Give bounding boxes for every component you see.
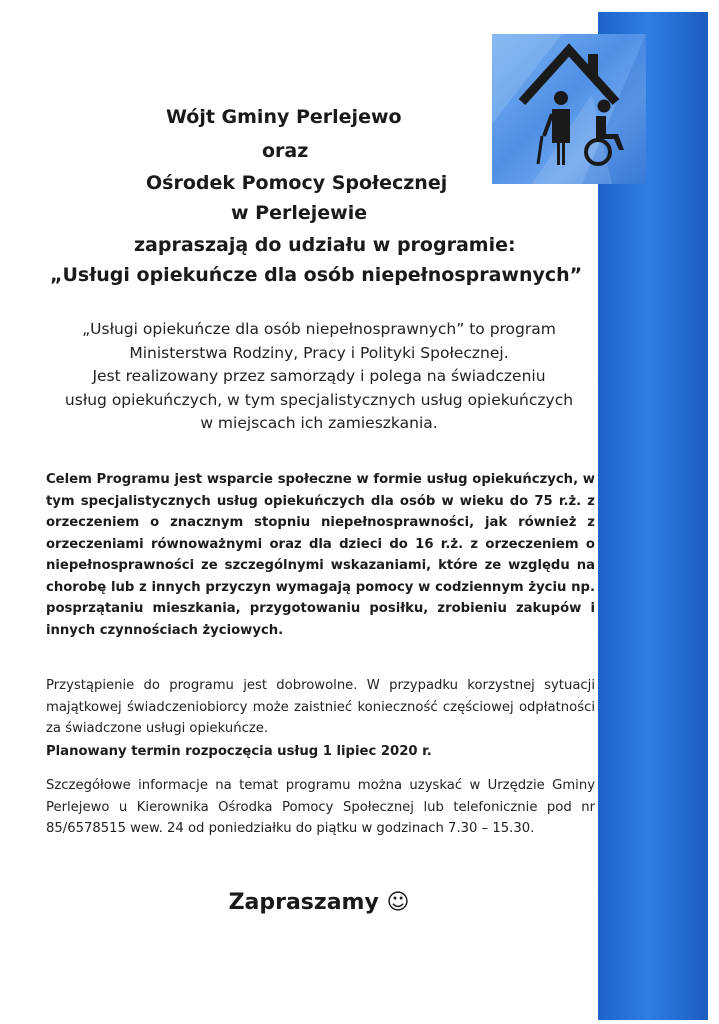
header-line-5: zapraszają do udziału w programie: <box>134 234 516 256</box>
header-line-6: „Usługi opiekuńcze dla osób niepełnosprawnych” <box>50 264 583 286</box>
participation-paragraph: Przystąpienie do programu jest dobrowolne. W przypadku korzystnej sytuacji majątkowej świadczeniobiorcy może zaistnieć konieczność częściowej odpłatności za świadczone usługi opiekuńcze. <box>46 678 595 736</box>
closing-invitation: Zapraszamy ☺ <box>228 890 410 915</box>
details-paragraph: Szczegółowe informacje na temat programu można uzyskać w Urzędzie Gminy Perlejewo u Kierownika Ośrodka Pomocy Społecznej lub telefonicznie pod nr 85/6578515 wew. 24 od poniedziałku do piątku w godzinach 7.30 – 15.30. <box>46 778 595 836</box>
house-elderly-wheelchair-icon <box>492 34 646 184</box>
planned-start: Planowany termin rozpoczęcia usług 1 lipiec 2020 r. <box>46 744 432 759</box>
intro-line-5: w miejscach ich zamieszkania. <box>200 414 438 432</box>
intro <box>0 318 638 436</box>
intro-line-3: Jest realizowany przez samorządy i polega na świadczeniu <box>92 367 546 385</box>
header-line-1: Wójt Gminy Perlejewo <box>166 106 402 128</box>
header-line-4: w Perlejewie <box>231 202 368 224</box>
care-logo <box>492 34 646 184</box>
intro-line-2: Ministerstwa Rodziny, Pracy i Polityki Społecznej. <box>129 343 509 362</box>
program-goal: Celem Programu jest wsparcie społeczne w formie usług opiekuńczych, w tym specjalistycznych usług opiekuńczych dla osób w wieku do 75 r.ż. z orzeczeniem o znacznym stopniu niepełnosprawności, jak również z orzeczeniami równoważnymi oraz dla dzieci do 16 r.ż. z orzeczeniem o niepełnosprawności ze szczególnymi wskazaniami, które ze względu na chorobę lub z innych przyczyn wymagają pomocy w codziennym życiu np. posprzątaniu mieszkania, przygotowaniu posiłku, zrobieniu zakupów i innych czynnościach życiowych. <box>46 472 595 638</box>
header-line-2: oraz <box>262 140 309 162</box>
intro-line-1: „Usługi opiekuńcze dla osób niepełnosprawnych” to program <box>82 320 556 338</box>
intro-line-4: usług opiekuńczych, w tym specjalistycznych usług opiekuńczych <box>64 390 574 409</box>
header-line-3: Ośrodek Pomocy Społecznej <box>146 172 448 194</box>
